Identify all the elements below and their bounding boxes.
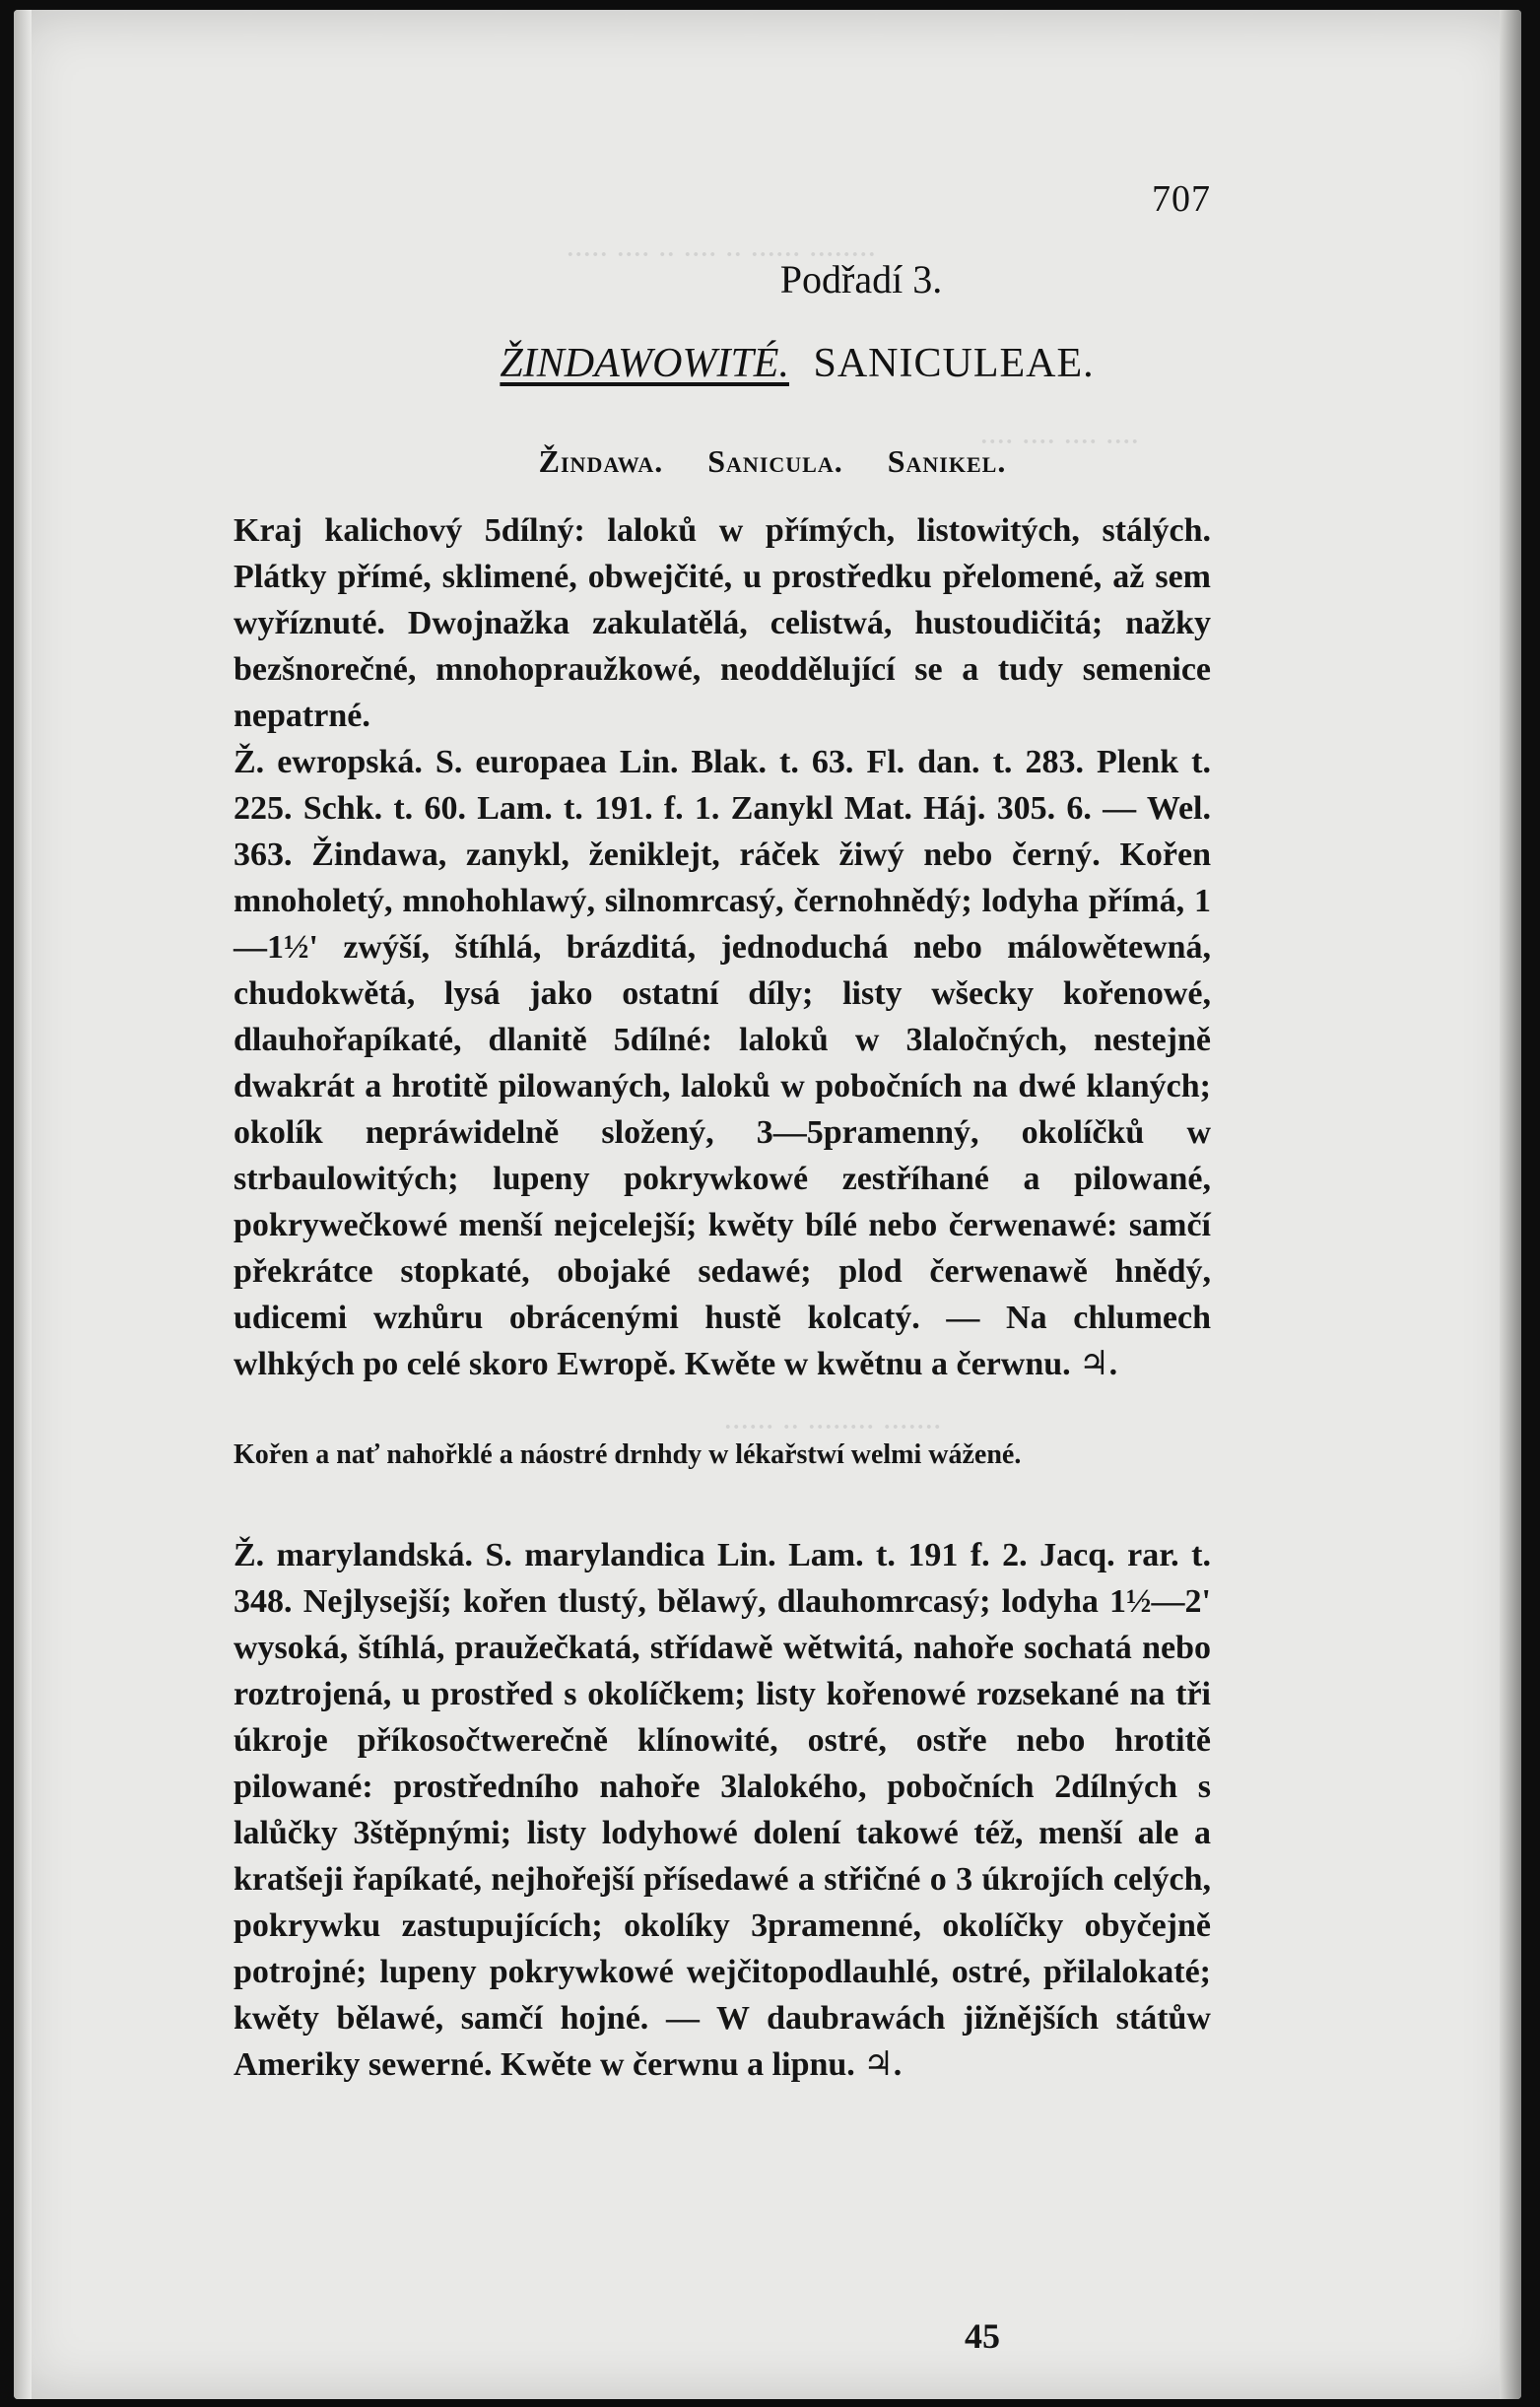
- medicinal-note: [117, 1437, 1211, 1474]
- genus-heading: [14, 443, 1521, 480]
- species-europaea-description: Ž. ewropská. S. europaea Lin. Blak. t. 63. Fl. dan. t. 283. Plenk t. 225. Schk. t. 60. Lam. t. 191. f. 1. Zanykl Mat. Háj. 305. 6. — Wel. 363. Žindawa, zanykl, ženiklejt, ráček žiwý nebo černý. Kořen mnoholetý, mnohohlawý, silnomrcasý, černohnědý; lodyha přímá, 1—1½' zwýší, štíhlá, brázditá, jednoduchá nebo málowětewná, chudokwětá, lysá jako ostatní díly; listy wšecky kořenowé, dlauhořapíkaté, dlanitě 5dílné: laloků w 3laločných, nestejně dwakrát a hrotitě pilowaných, laloků w pobočních na dwé klaných; okolík nepráwidelně složený, 3—5pramenný, okolíčků w strbaulowitých; lupeny pokrywkowé zestříhané a pilowané, pokrywečkowé menší nejcelejší; kwěty bílé nebo čerwenawé: samčí překrátce stopkaté, obojaké sedawé; plod čerwenawě hnědý, udicemi wzhůru obrácenými hustě kolcatý. — Na chlumech wlhkých po celé skoro Ewropě. Kwěte w kwětnu a čerwnu. ♃.: [234, 744, 1211, 1382]
- printer-signature: 45: [965, 2316, 1000, 2356]
- show-through-text: ······ ·· ········ ·······: [723, 1409, 941, 1445]
- subsection-heading: Podřadí 3.: [779, 257, 943, 301]
- show-through-text: ···· ···· ···· ····: [979, 424, 1139, 460]
- genus-latin-name: Sanicula.: [707, 443, 843, 479]
- medicinal-note-text: Kořen a nať nahořklé a náostré drnhdy w lékařstwí welmi wážené.: [234, 1439, 1022, 1470]
- genus-description: Kraj kalichový 5dílný: laloků w přímých, listowitých, stálých. Plátky přímé, sklimené, obwejčité, u prostředku přelomené, až sem wyříznuté. Dwojnažka zakulatělá, celistwá, hustoudičitá; nažky bezšnorečné, mnohopraužkowé, neoddělující se a tudy semenice nepatrné.: [234, 512, 1211, 734]
- tribe-czech-name: ŽINDAWOWITÉ.: [500, 341, 789, 386]
- tribe-latin-name: SANICULEAE.: [813, 341, 1095, 386]
- book-page: [14, 10, 1521, 2399]
- species-marylandica-description: [117, 1532, 1211, 2088]
- genus-german-name: Sanikel.: [887, 443, 1007, 479]
- genus-czech-name: Žindawa.: [538, 443, 664, 479]
- tribe-heading: [14, 340, 1521, 387]
- genus-and-species-description: [117, 507, 1211, 1387]
- show-through-text: ····· ···· ·· ···· ·· ······ ········: [566, 236, 876, 273]
- page-number: 707: [1152, 178, 1211, 220]
- species-marylandica-text: Ž. marylandská. S. marylandica Lin. Lam. t. 191 f. 2. Jacq. rar. t. 348. Nejlysejší; kořen tlustý, bělawý, dlauhomrcasý; lodyha 1½—2' wysoká, štíhlá, praužečkatá, střídawě wětwitá, nahoře sochatá nebo roztrojená, u prostřed s okolíčkem; listy kořenowé rozsekané na tři úkroje příkosočtwerečně klínowité, ostré, ostře nebo hrotitě pilowané: prostředního nahoře 3lalokého, pobočních 2dílných s lalůčky 3štěpnými; listy lodyhowé dolení takowé též, menší ale a kratšeji řapíkaté, nejhořejší přísedawé a střičné o 3 úkrojích celých, pokrywku zastupujících; okolíky 3pramenné, okolíčky obyčejně potrojné; lupeny pokrywkowé wejčitopodlauhlé, ostré, přilalokaté; kwěty bělawé, samčí hojné. — W daubrawách jižnějších státůw Ameriky sewerné. Kwěte w čerwnu a lipnu. ♃.: [234, 1537, 1211, 2083]
